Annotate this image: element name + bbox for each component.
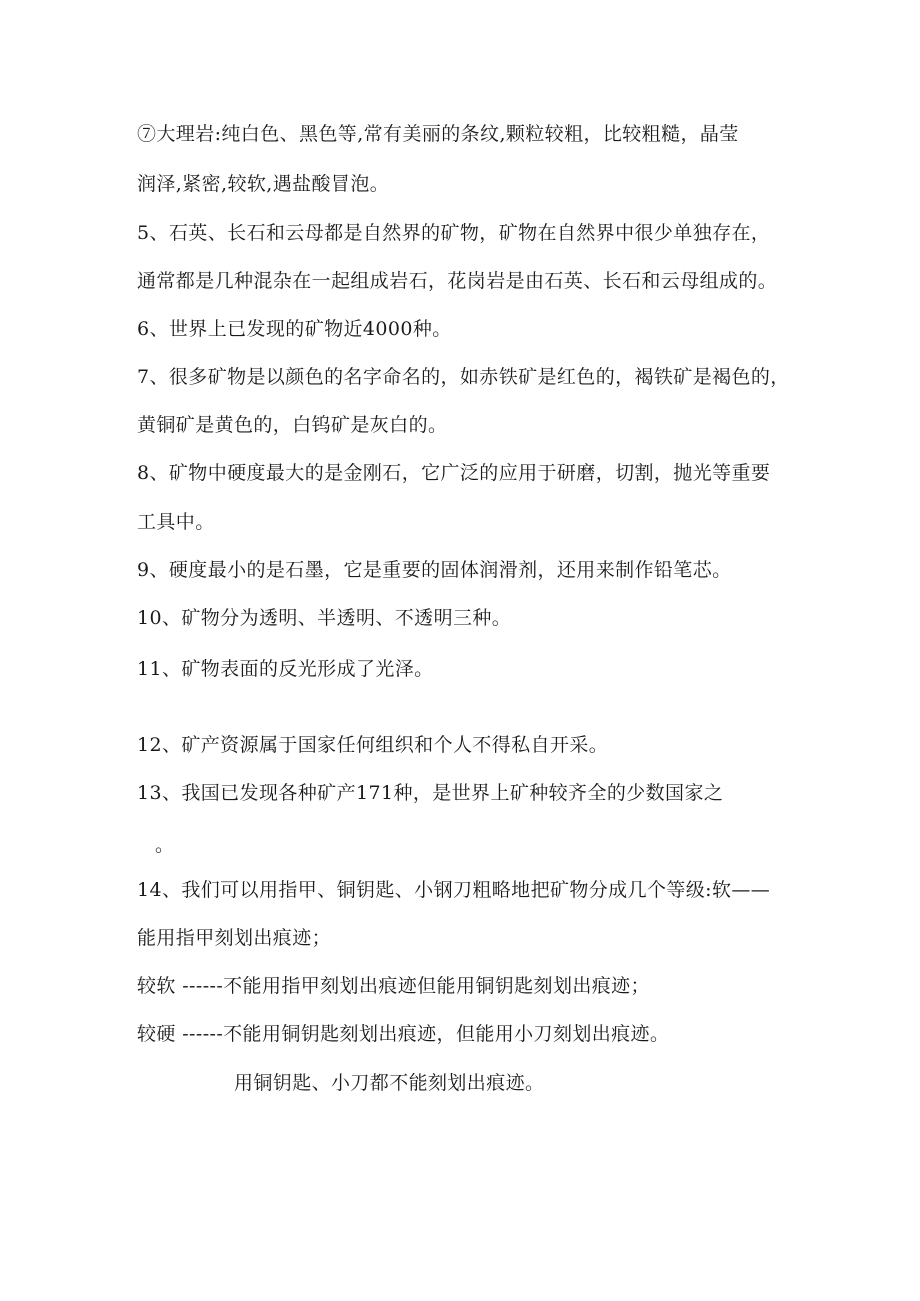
text-line-item-9: 9、硬度最小的是石墨，它是重要的固体润滑剂，还用来制作铅笔芯。 — [137, 559, 732, 581]
text-line-item-13-2: 。 — [155, 834, 175, 856]
text-line-item-5-2: 通常都是几种混杂在一起组成岩石，花岗岩是由石英、长石和云母组成的。 — [137, 270, 778, 292]
text-line-item-14-4: 较硬 ------不能用铜钥匙刻划出痕迹，但能用小刀刻划出痕迹。 — [137, 1023, 670, 1045]
text-line-item-7-2: 黄铜矿是黄色的，白钨矿是灰白的。 — [137, 414, 448, 436]
text-line-item-12: 12、矿产资源属于国家任何组织和个人不得私自开采。 — [137, 734, 609, 756]
text-line-item-14-1: 14、我们可以用指甲、铜钥匙、小钢刀粗略地把矿物分成几个等级:软—— — [137, 879, 771, 901]
text-line-marble-2: 润泽,紧密,较软,遇盐酸冒泡。 — [137, 173, 390, 195]
text-line-item-8-2: 工具中。 — [137, 511, 215, 533]
text-line-item-14-5: 用铜钥匙、小刀都不能刻划出痕迹。 — [234, 1072, 545, 1094]
text-line-item-14-2: 能用指甲刻划出痕迹； — [137, 927, 332, 949]
text-line-item-7-1: 7、很多矿物是以颜色的名字命名的，如赤铁矿是红色的，褐铁矿是褐色的， — [137, 366, 790, 388]
text-line-item-13-1: 13、我国已发现各种矿产171种，是世界上矿种较齐全的少数国家之 — [137, 782, 724, 804]
text-line-item-11: 11、矿物表面的反光形成了光泽。 — [137, 658, 434, 680]
text-line-item-14-3: 较软 ------不能用指甲刻划出痕迹但能用铜钥匙刻划出痕迹； — [137, 975, 650, 997]
text-line-item-8-1: 8、矿物中硬度最大的是金刚石，它广泛的应用于研磨，切割，抛光等重要 — [137, 462, 771, 484]
text-line-item-10: 10、矿物分为透明、半透明、不透明三种。 — [137, 607, 512, 629]
text-line-marble-1: ⑦大理岩:纯白色、黑色等,常有美丽的条纹,颗粒较粗，比较粗糙，晶莹 — [137, 123, 739, 145]
text-line-item-5-1: 5、石英、长石和云母都是自然界的矿物，矿物在自然界中很少单独存在， — [137, 222, 771, 244]
text-line-item-6: 6、世界上已发现的矿物近4000种。 — [137, 318, 452, 340]
